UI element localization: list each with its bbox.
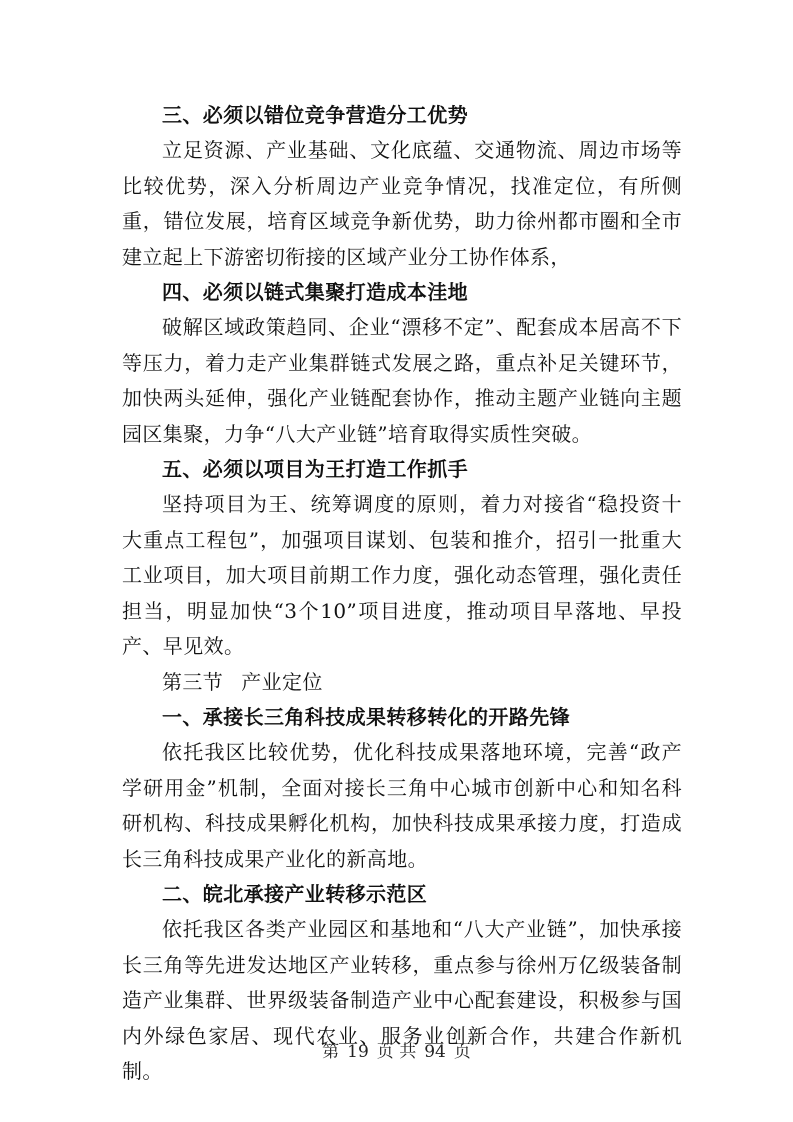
footer-page-number: 19 [347, 1042, 369, 1062]
paragraph: 坚持项目为王、统筹调度的原则，着力对接省“稳投资十大重点工程包”，加强项目谋划、包装和推介，招引一批重大工业项目，加大项目前期工作力度，强化动态管理，强化责任担当，明显加快“3个10”项目进度，推动项目早落地、早投产、早见效。 [122, 492, 682, 659]
heading-5: 五、必须以项目为王打造工作抓手 [162, 457, 468, 482]
heading-1: 一、承接长三角科技成果转移转化的开路先锋 [162, 704, 570, 729]
paragraph: 破解区域政策趋同、企业“漂移不定”、配套成本居高不下等压力，着力走产业集群链式发展之路，重点补足关键环节，加快两头延伸，强化产业链配套协作，推动主题产业链向主题园区集聚，力争“八大产业链”培育取得实质性突破。 [122, 315, 682, 446]
section-heading [122, 665, 682, 700]
heading-4: 四、必须以链式集聚打造成本洼地 [162, 280, 468, 305]
document-body [122, 98, 682, 1089]
footer-suffix: 页 [453, 1042, 471, 1062]
section-title: 产业定位 [241, 669, 323, 694]
heading-2: 二、皖北承接产业转移示范区 [162, 881, 428, 906]
paragraph: 立足资源、产业基础、文化底蕴、交通物流、周边市场等比较优势，深入分析周边产业竞争情况，找准定位，有所侧重，错位发展，培育区域竞争新优势，助力徐州都市圈和全市建立起上下游密切衔接的区域产业分工协作体系， [122, 138, 682, 269]
section-number: 第三节 [162, 669, 224, 694]
paragraph: 依托我区各类产业园区和基地和“八大产业链”，加快承接长三角等先进发达地区产业转移，重点参与徐州万亿级装备制造产业集群、世界级装备制造产业中心配套建设，积极参与国内外绿色家居、现代农业、服务业创新合作，共建合作新机制。 [122, 917, 682, 1083]
footer-total-pages: 94 [424, 1042, 446, 1062]
heading-3: 三、必须以错位竞争营造分工优势 [162, 103, 468, 127]
page-footer [0, 1037, 793, 1062]
footer-prefix: 第 [322, 1042, 340, 1062]
footer-mid: 页 共 [376, 1042, 417, 1062]
paragraph: 依托我区比较优势，优化科技成果落地环境，完善“政产学研用金”机制，全面对接长三角中心城市创新中心和知名科研机构、科技成果孵化机构，加快科技成果承接力度，打造成长三角科技成果产业化的新高地。 [122, 740, 682, 871]
